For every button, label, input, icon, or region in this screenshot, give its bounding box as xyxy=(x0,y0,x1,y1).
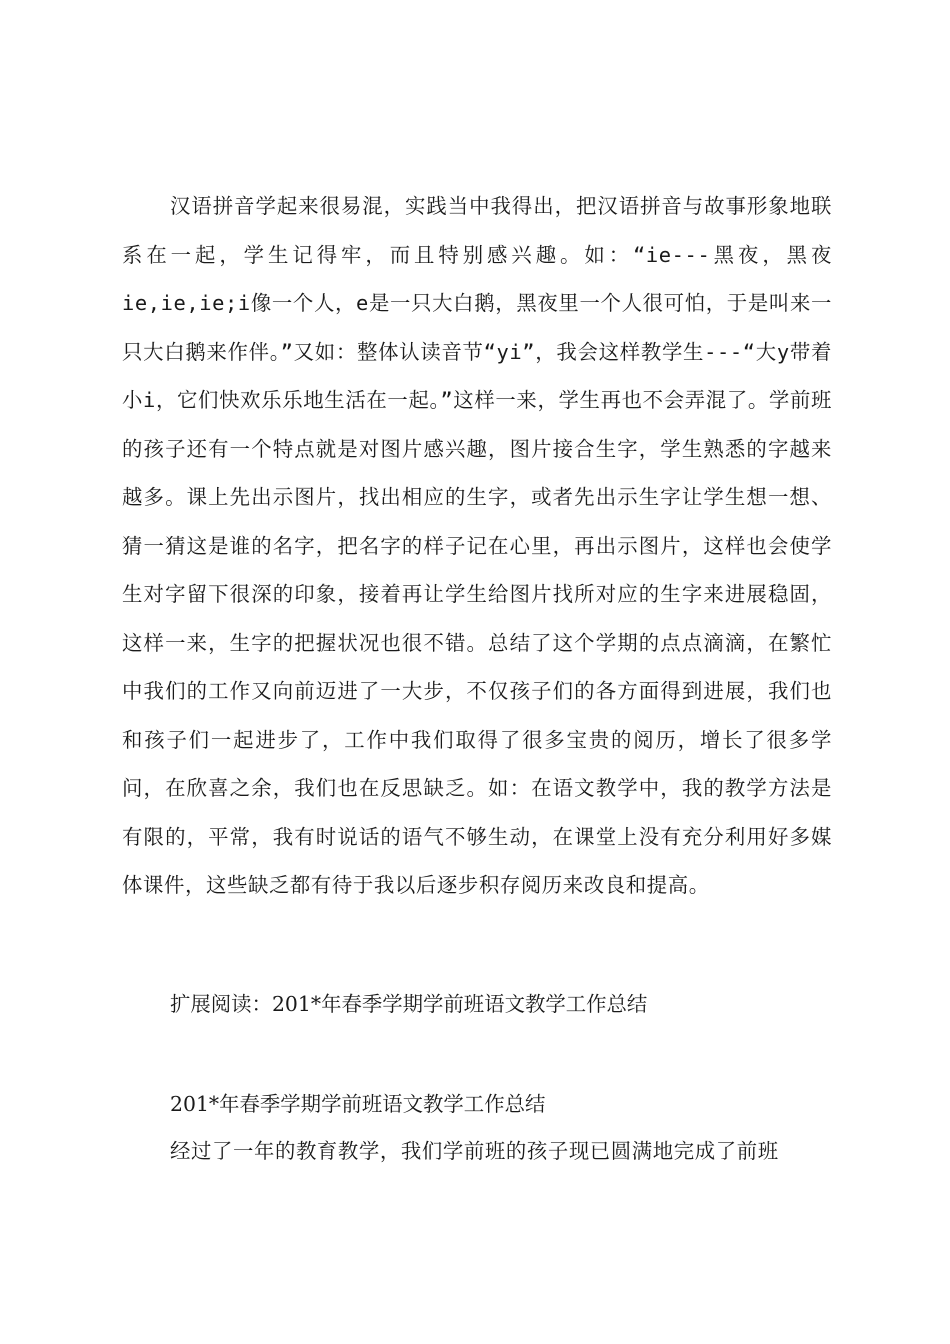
body-paragraph-2: 经过了一年的教育教学，我们学前班的孩子现已圆满地完成了前班 xyxy=(170,1139,779,1163)
body-paragraph: 汉语拼音学起来很易混，实践当中我得出，把汉语拼音与故事形象地联系在一起，学生记得牢，而且特别感兴趣。如：“ie---黑夜，黑夜ie,ie,ie;i像一个人，e是一只大白鹅，黑夜里一个人很可怕，于是叫来一只大白鹅来作伴。”又如：整体认读音节“yi”，我会这样教学生---“大y带着小i，它们快欢乐乐地生活在一起。”这样一来，学生再也不会弄混了。学前班的孩子还有一个特点就是对图片感兴趣，图片接合生字，学生熟悉的字越来越多。课上先出示图片，找出相应的生字，或者先出示生字让学生想一想、猜一猜这是谁的名字，把名字的样子记在心里，再出示图片，这样也会使学生对字留下很深的印象，接着再让学生给图片找所对应的生字来进展稳固，这样一来，生字的把握状况也很不错。总结了这个学期的点点滴滴，在繁忙中我们的工作又向前迈进了一大步，不仅孩子们的各方面得到进展，我们也和孩子们一起进步了，工作中我们取得了很多宝贵的阅历，增长了很多学问，在欣喜之余，我们也在反思缺乏。如：在语文教学中，我的教学方法是有限的，平常，我有时说话的语气不够生动，在课堂上没有充分利用好多媒体课件，这些缺乏都有待于我以后逐步积存阅历来改良和提高。 xyxy=(122,194,832,897)
extended-reading-line: 扩展阅读：201*年春季学期学前班语文教学工作总结 xyxy=(170,992,648,1016)
section-title: 201*年春季学期学前班语文教学工作总结 xyxy=(170,1092,546,1116)
